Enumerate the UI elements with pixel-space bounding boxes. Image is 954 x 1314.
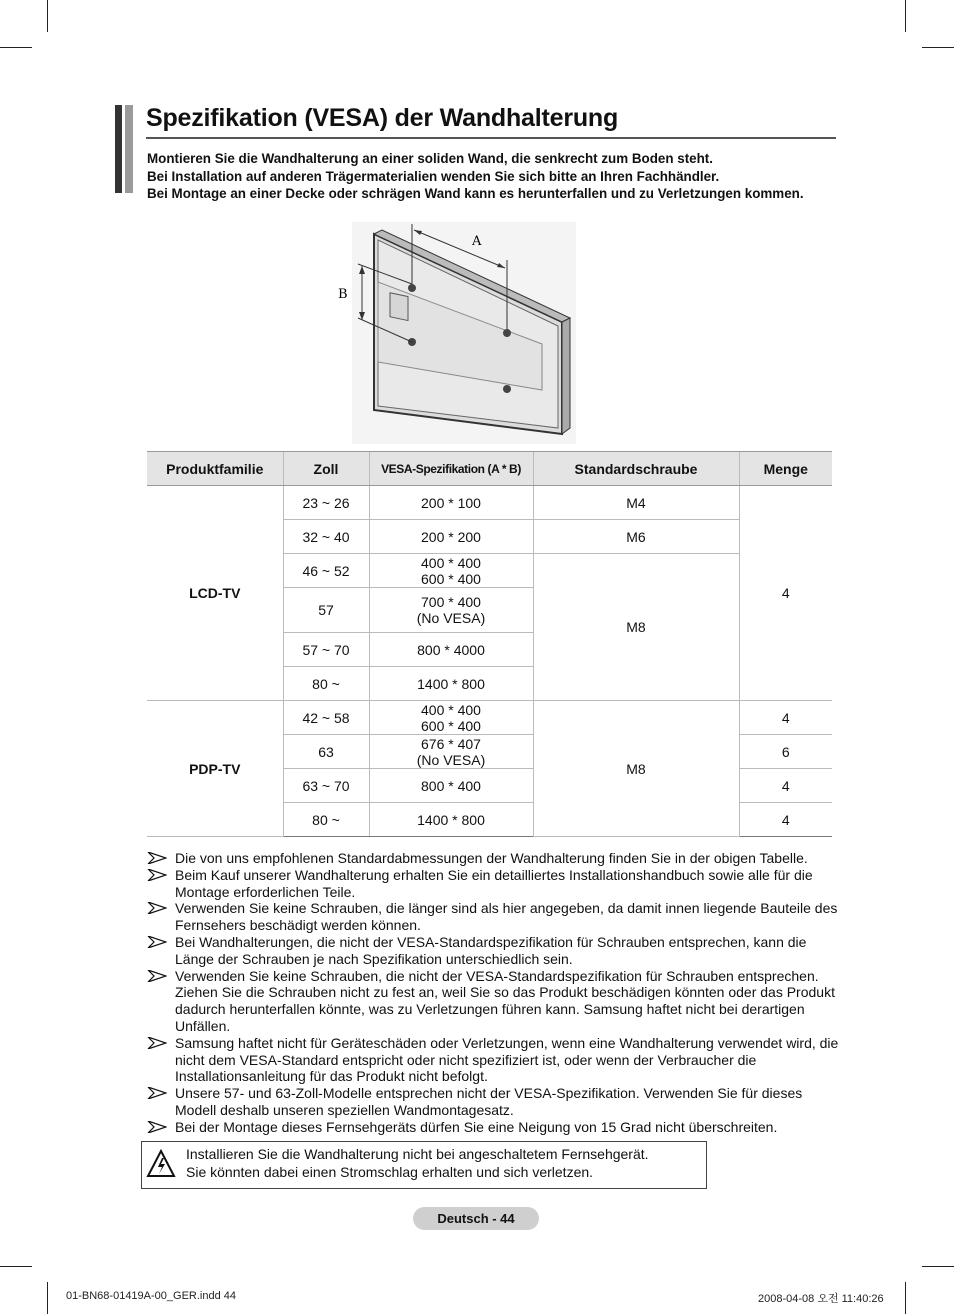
note-text: Bei der Montage dieses Fernsehgeräts dürfen Sie eine Neigung von 15 Grad nicht überschreiten. bbox=[175, 1118, 778, 1135]
crop-mark bbox=[47, 1282, 48, 1314]
intro-line: Montieren Sie die Wandhalterung an einer soliden Wand, die senkrecht zum Boden steht. bbox=[147, 151, 713, 166]
dimension-a-label: A bbox=[472, 234, 482, 249]
arrow-bullet-icon bbox=[147, 1087, 167, 1099]
vesa-line: 400 * 400 bbox=[421, 554, 481, 571]
cell-zoll: 57 bbox=[283, 588, 369, 633]
cell-menge: 4 bbox=[739, 701, 832, 735]
cell-menge: 6 bbox=[739, 735, 832, 769]
intro-line: Bei Installation auf anderen Trägermaterialien wenden Sie sich bitte an Ihren Fachhändler. bbox=[147, 168, 720, 184]
cell-menge: 4 bbox=[739, 803, 832, 837]
title-decoration bbox=[115, 105, 133, 193]
footer-file: 01-BN68-01419A-00_GER.indd 44 bbox=[66, 1290, 237, 1302]
arrow-bullet-icon bbox=[147, 970, 167, 982]
note-text: Verwenden Sie keine Schrauben, die nicht der VESA-Standardspezifikation für Schrauben entsprechen. Ziehen Sie die Schrauben nicht zu fest an, weil Sie so das Produkt beschädigen könnten oder das Produkt dadurch herunterfallen könnte, was zu Verletzungen führen kann. Samsung haftet nicht bei derartigen Unfällen. bbox=[175, 967, 835, 1034]
cell-vesa: 200 * 200 bbox=[369, 520, 533, 554]
warning-line: Installieren Sie die Wandhalterung nicht bei angeschaltetem Fernsehgerät. bbox=[186, 1146, 649, 1162]
table-row bbox=[147, 486, 832, 520]
dimension-b-label: B bbox=[338, 287, 348, 302]
header-menge: Menge bbox=[739, 452, 832, 486]
cell-vesa: 800 * 4000 bbox=[369, 633, 533, 667]
note-item bbox=[147, 1035, 839, 1085]
cell-menge: 4 bbox=[739, 769, 832, 803]
cell-zoll: 80 ~ bbox=[283, 803, 369, 837]
cell-zoll: 42 ~ 58 bbox=[283, 701, 369, 735]
cell-screw: M8 bbox=[533, 701, 739, 837]
cell-vesa bbox=[369, 701, 533, 735]
cell-zoll: 32 ~ 40 bbox=[283, 520, 369, 554]
cell-screw: M6 bbox=[533, 520, 739, 554]
arrow-bullet-icon bbox=[147, 869, 167, 881]
vesa-line: 600 * 400 bbox=[421, 570, 481, 587]
crop-mark bbox=[905, 1282, 906, 1314]
arrow-bullet-icon bbox=[147, 1121, 167, 1133]
cell-vesa: 200 * 100 bbox=[369, 486, 533, 520]
cell-vesa: 1400 * 800 bbox=[369, 667, 533, 701]
warning-line: Sie könnten dabei einen Stromschlag erhalten und sich verletzen. bbox=[186, 1163, 594, 1180]
cell-zoll: 80 ~ bbox=[283, 667, 369, 701]
vesa-line: 676 * 407 bbox=[421, 735, 481, 752]
cell-zoll: 57 ~ 70 bbox=[283, 633, 369, 667]
notes-list bbox=[147, 850, 839, 1136]
note-text: Die von uns empfohlenen Standardabmessungen der Wandhalterung finden Sie in der obigen Tabelle. bbox=[175, 850, 808, 866]
tv-back-diagram bbox=[330, 222, 590, 444]
note-text: Bei Wandhalterungen, die nicht der VESA-Standardspezifikation für Schrauben entsprechen, kann die Länge der Schrauben je nach Spezifikation unterschiedlich sein. bbox=[175, 933, 807, 967]
cell-screw: M4 bbox=[533, 486, 739, 520]
family-pdp: PDP-TV bbox=[147, 701, 283, 837]
cell-vesa: 1400 * 800 bbox=[369, 803, 533, 837]
crop-mark bbox=[922, 1266, 954, 1267]
header-zoll: Zoll bbox=[283, 452, 369, 486]
crop-mark bbox=[47, 0, 48, 32]
family-lcd: LCD-TV bbox=[147, 486, 283, 701]
vesa-line: 600 * 400 bbox=[421, 717, 481, 734]
table-header-row bbox=[147, 452, 832, 486]
vesa-line: 700 * 400 bbox=[421, 594, 481, 610]
note-item bbox=[147, 934, 839, 968]
cell-vesa bbox=[369, 554, 533, 588]
note-text: Verwenden Sie keine Schrauben, die länger sind als hier angegeben, da damit innen liegende Bauteile des Fernsehers beschädigt werden können. bbox=[175, 900, 838, 934]
note-item bbox=[147, 968, 839, 1035]
crop-mark bbox=[922, 47, 954, 48]
note-item bbox=[147, 867, 839, 901]
header-produktfamilie: Produktfamilie bbox=[147, 452, 283, 486]
warning-box bbox=[141, 1141, 707, 1189]
page-title: Spezifikation (VESA) der Wandhalterung bbox=[146, 104, 836, 139]
note-item bbox=[147, 1119, 839, 1136]
note-text: Unsere 57- und 63-Zoll-Modelle entsprechen nicht der VESA-Spezifikation. Verwenden Sie für dieses Modell deshalb unseren speziellen Wandmontagesatz. bbox=[175, 1085, 803, 1118]
note-text: Samsung haftet nicht für Geräteschäden oder Verletzungen, wenn eine Wandhalterung verwendet wird, die nicht dem VESA-Standard entspricht oder nicht spezifiziert ist, oder wenn der Verbraucher die Installationsanleitung für das Produkt nicht befolgt. bbox=[175, 1034, 839, 1085]
cell-zoll: 63 bbox=[283, 735, 369, 769]
arrow-bullet-icon bbox=[147, 852, 167, 864]
table-row bbox=[147, 701, 832, 735]
arrow-bullet-icon bbox=[147, 1037, 167, 1049]
warning-icon bbox=[146, 1149, 176, 1179]
crop-mark bbox=[0, 1266, 32, 1267]
cell-zoll: 23 ~ 26 bbox=[283, 486, 369, 520]
footer-date: 2008-04-08 오전 11:40:26 bbox=[758, 1293, 884, 1305]
page-number-badge: Deutsch - 44 bbox=[413, 1207, 539, 1230]
vesa-spec-table bbox=[147, 451, 832, 837]
cell-zoll: 63 ~ 70 bbox=[283, 769, 369, 803]
note-item bbox=[147, 1085, 839, 1119]
cell-vesa bbox=[369, 588, 533, 633]
cell-screw: M8 bbox=[533, 554, 739, 701]
crop-mark bbox=[0, 47, 32, 48]
cell-vesa: 800 * 400 bbox=[369, 769, 533, 803]
vesa-line: (No VESA) bbox=[416, 751, 486, 768]
arrow-bullet-icon bbox=[147, 902, 167, 914]
intro-line: Bei Montage an einer Decke oder schrägen Wand kann es herunterfallen und zu Verletzungen kommen. bbox=[147, 186, 804, 201]
crop-mark bbox=[905, 0, 906, 32]
header-standardschraube: Standardschraube bbox=[533, 452, 739, 486]
vesa-line: (No VESA) bbox=[416, 610, 486, 626]
note-item bbox=[147, 900, 839, 934]
cell-vesa bbox=[369, 735, 533, 769]
note-text: Beim Kauf unserer Wandhalterung erhalten Sie ein detailliertes Installationshandbuch sowie alle für die Montage erforderlichen Teile. bbox=[175, 866, 813, 900]
arrow-bullet-icon bbox=[147, 936, 167, 948]
note-item bbox=[147, 850, 839, 867]
header-vesa: VESA-Spezifikation (A * B) bbox=[369, 452, 533, 486]
vesa-line: 400 * 400 bbox=[421, 701, 481, 718]
intro-text bbox=[147, 150, 827, 203]
cell-menge: 4 bbox=[739, 486, 832, 701]
cell-zoll: 46 ~ 52 bbox=[283, 554, 369, 588]
